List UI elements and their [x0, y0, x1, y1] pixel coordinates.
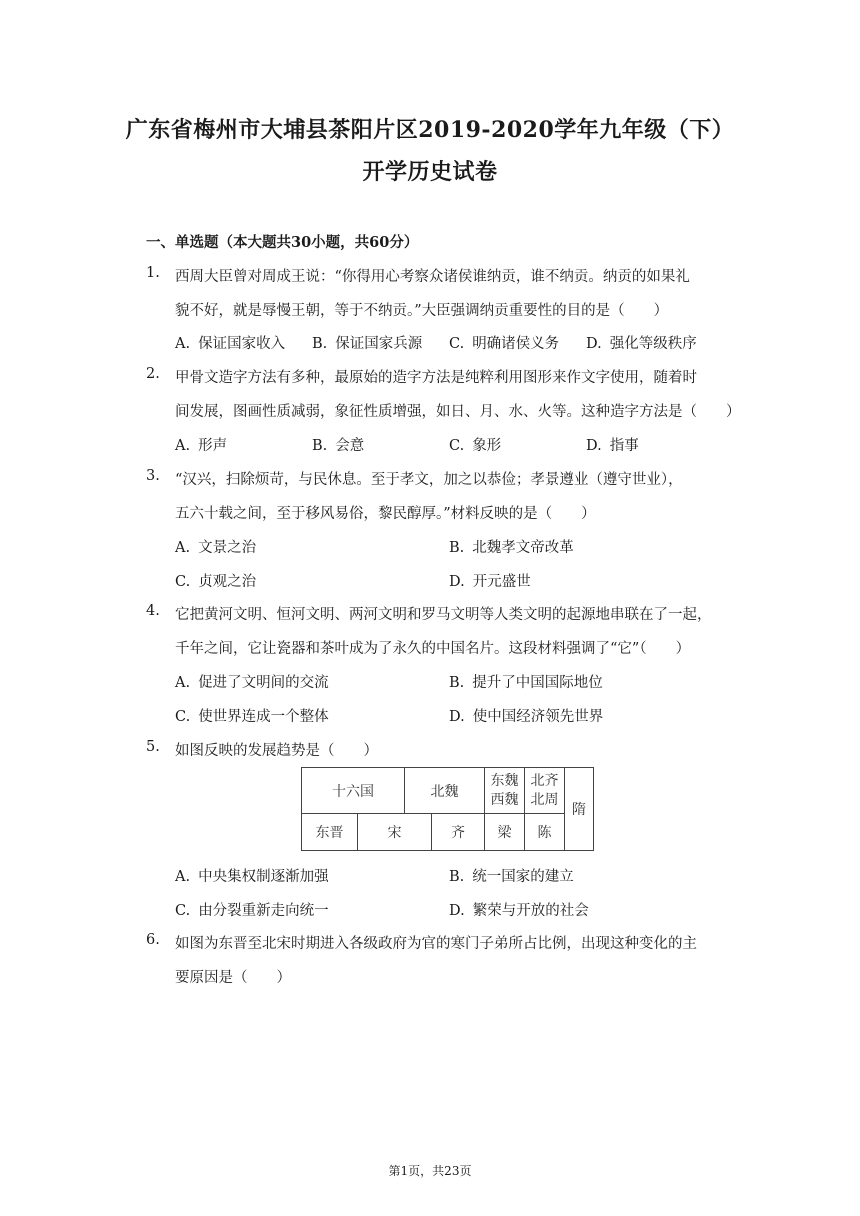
option-b[interactable]: B. 会意	[312, 438, 365, 454]
option-c[interactable]: C. 由分裂重新走向统一	[175, 903, 329, 919]
option-b[interactable]: B. 提升了中国国际地位	[449, 675, 603, 691]
dynasty-timeline-table	[301, 767, 594, 851]
option-c[interactable]: C. 明确诸侯义务	[449, 336, 560, 352]
page-footer: 第1页，共23页	[388, 1164, 472, 1178]
question-text-line: “汉兴，扫除烦苛，与民休息。至于孝文，加之以恭俭；孝景遵业（遵守世业），	[175, 472, 683, 488]
dynasty-cell: 齐	[432, 814, 485, 851]
question-text-line: 甲骨文造字方法有多种，最原始的造字方法是纯粹利用图形来作文字使用，随着时	[175, 370, 697, 386]
question-text-line: 它把黄河文明、恒河文明、两河文明和罗马文明等人类文明的起源地串联在了一起，	[175, 607, 712, 623]
question-text-line: 要原因是（ ）	[175, 970, 291, 986]
question-number: 4.	[146, 603, 160, 619]
option-a[interactable]: A. 保证国家收入	[175, 336, 286, 352]
option-d[interactable]: D. 开元盛世	[449, 574, 531, 590]
dynasty-cell: 东魏 西魏	[485, 768, 525, 814]
question-text-line: 西周大臣曾对周成王说：“你得用心考察众诸侯谁纳贡，谁不纳贡。纳贡的如果礼	[175, 269, 690, 285]
option-b[interactable]: B. 北魏孝文帝改革	[449, 540, 574, 556]
option-a[interactable]: A. 中央集权制逐渐加强	[175, 869, 329, 885]
question-text-line: 千年之间，它让瓷器和茶叶成为了永久的中国名片。这段材料强调了“它”（ ）	[175, 641, 691, 657]
question-number: 3.	[146, 468, 160, 484]
option-b[interactable]: B. 保证国家兵源	[312, 336, 423, 352]
option-d[interactable]: D. 使中国经济领先世界	[449, 709, 604, 725]
dynasty-cell: 十六国	[302, 768, 405, 814]
option-d[interactable]: D. 繁荣与开放的社会	[449, 903, 589, 919]
dynasty-cell-unified: 隋	[565, 768, 594, 851]
dynasty-cell: 北魏	[405, 768, 485, 814]
exam-title-line-2: 开学历史试卷	[362, 159, 498, 185]
option-d[interactable]: D. 强化等级秩序	[586, 336, 697, 352]
option-c[interactable]: C. 使世界连成一个整体	[175, 709, 329, 725]
question-text-line: 间发展，图画性质减弱，象征性质增强，如日、月、水、火等。这种造字方法是（ ）	[175, 404, 741, 420]
option-d[interactable]: D. 指事	[586, 438, 639, 454]
option-b[interactable]: B. 统一国家的建立	[449, 869, 574, 885]
exam-title-line-1: 广东省梅州市大埔县茶阳片区2019-2020学年九年级（下）	[125, 117, 735, 143]
question-number: 1.	[146, 265, 160, 281]
dynasty-cell: 宋	[358, 814, 432, 851]
dynasty-cell: 陈	[525, 814, 565, 851]
option-c[interactable]: C. 贞观之治	[175, 574, 257, 590]
question-text-line: 如图为东晋至北宋时期进入各级政府为官的寒门子弟所占比例，出现这种变化的主	[175, 936, 697, 952]
dynasty-cell: 北齐 北周	[525, 768, 565, 814]
section-heading: 一、单选题（本大题共30小题，共60分）	[146, 234, 419, 251]
option-a[interactable]: A. 文景之治	[175, 540, 257, 556]
question-number: 2.	[146, 366, 160, 382]
dynasty-cell: 梁	[485, 814, 525, 851]
option-c[interactable]: C. 象形	[449, 438, 502, 454]
option-a[interactable]: A. 促进了文明间的交流	[175, 675, 329, 691]
question-number: 6.	[146, 932, 160, 948]
question-number: 5.	[146, 739, 160, 755]
dynasty-cell: 东晋	[302, 814, 358, 851]
option-a[interactable]: A. 形声	[175, 438, 228, 454]
question-text-line: 貌不好，就是辱慢王朝，等于不纳贡。”大臣强调纳贡重要性的目的是（ ）	[175, 303, 669, 319]
question-text-line: 五六十载之间，至于移风易俗，黎民醇厚。”材料反映的是（ ）	[175, 506, 596, 522]
question-text-line: 如图反映的发展趋势是（ ）	[175, 743, 378, 759]
